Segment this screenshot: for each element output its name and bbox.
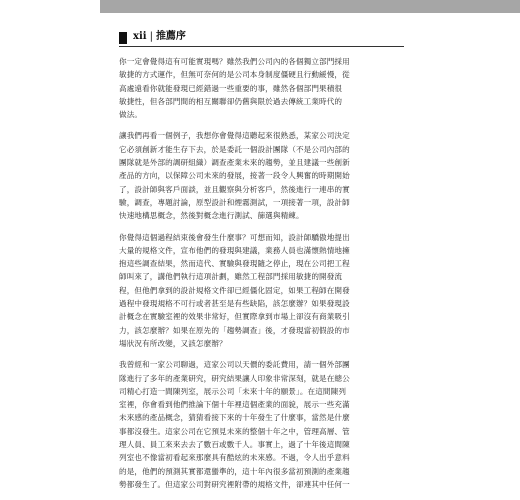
paragraph-4 — [119, 358, 407, 491]
text-line: 的是，他們的預測其實都還蠻準的，這十年內很多當初預測的產業趨 — [119, 466, 350, 476]
header-separator: | — [149, 31, 153, 42]
text-line: 它必須創新才能生存下去，於是委託一個設計團隊（不是公司內部的 — [119, 144, 350, 154]
text-line: 司精心打造一間陳列室，展示公司「未來十年的願景」。在這間陳列 — [119, 386, 347, 396]
text-line: 快速地構思概念，然後對概念進行測試、篩選與精練。 — [119, 211, 304, 221]
text-line: 師叫來了，講他們執行這項計劃，雖然工程部門採用敏捷的開發流 — [119, 272, 343, 282]
text-line: 敏捷的方式運作，但無可奈何的是公司本身制度僵硬且行動緩慢，從 — [119, 70, 350, 80]
top-page-band — [100, 0, 520, 13]
text-line: 計概念在實驗室裡的效果非常好，但實際拿到市場上卻沒有商業吸引 — [119, 312, 350, 322]
text-line: 室裡，你會看到他們推論下個十年裡這個產業的面貌，展示一些充滿 — [119, 400, 350, 410]
text-line: 產品的方向，以保障公司未來的發展，接著一段令人興奮的時期開始 — [119, 171, 350, 181]
text-line: 讓我們再看一個例子，我想你會覺得這聽起來很熟悉，某家公司決定 — [119, 131, 350, 141]
text-line: 理人員、員工來來去去了數百或數千人。事實上，過了十年後這間陳 — [119, 440, 350, 450]
text-line: 未來感的產品概念，猜猜看接下來的十年發生了什麼事，當然是什麼 — [119, 413, 350, 423]
text-line: 敏捷性，但各部門間的相互關聯卻仍舊與限於過去傳統工業時代的 — [119, 96, 343, 106]
paragraph-1 — [119, 55, 407, 121]
text-line: 高處遠看你就能發現已經錯過一些重要的事，雖然各個部門果積很 — [119, 83, 343, 93]
paragraph-2 — [119, 129, 407, 222]
header-text — [133, 30, 186, 44]
text-line: 過程中發現規格不可行或者甚至是有些缺陷，該怎麼辦？如果發現設 — [119, 299, 350, 309]
text-line: 我曾經和一家公司聊過，這家公司以天價的委託費用，請一個外部團 — [119, 360, 350, 370]
body-text — [119, 55, 407, 499]
text-line: 列室也不像當初看起來那麼具有酷炫的未來感。不過，令人出乎意料 — [119, 453, 350, 463]
text-line: 力，該怎麼辦？如果在原先的「趨勢調查」後，才發現當初假設的市 — [119, 325, 350, 335]
section-title: 推薦序 — [155, 31, 186, 42]
text-line: 隊進行了多年的產業研究，研究結果讓人印象非常深刻，就是在總公 — [119, 373, 350, 383]
text-line: 驗，調查，專題討論，原型設計和煙霧測試，一項接著一項，設計師 — [119, 197, 350, 207]
page-number: xii — [133, 31, 147, 42]
text-line: 你一定會覺得這有可能實現嗎？雖然我們公司內的各個獨立部門採用 — [119, 57, 350, 66]
header-marker-bar — [119, 32, 127, 44]
text-line: 團隊就是外部的調研組織）調查產業未來的趨勢，並且建議一些創新 — [119, 158, 350, 168]
text-line: 做法。 — [119, 110, 143, 120]
paragraph-3 — [119, 231, 407, 351]
text-line: 大量的規格文件，宣布他們的發現與建議，業務人員也滿懷熱情地擁 — [119, 245, 350, 255]
text-line: 了，設計師與客戶面談，並且觀察與分析客戶，然後進行一連串的實 — [119, 184, 350, 194]
text-line: 事都沒發生。這家公司在它預見未來的整個十年之中，管理高層、管 — [119, 426, 350, 436]
text-line: 程，但他們拿到的設計規格文件卻已經僵化固定，如果工程師在開發 — [119, 285, 350, 295]
text-line: 場狀況有所改變，又該怎麼辦？ — [119, 338, 227, 348]
text-line: 抱這些調查結果，然而這代、實驗與發現隨之停止，現在公司把工程 — [119, 259, 350, 269]
text-line: 勢都發生了。但這家公司對研究裡附帶的規格文件，卻連其中任何一 — [119, 479, 350, 489]
text-line: 你覺得這個過程結束後會發生什麼事？可想而知，設計師驕傲地提出 — [119, 232, 350, 242]
page-header — [119, 30, 404, 47]
